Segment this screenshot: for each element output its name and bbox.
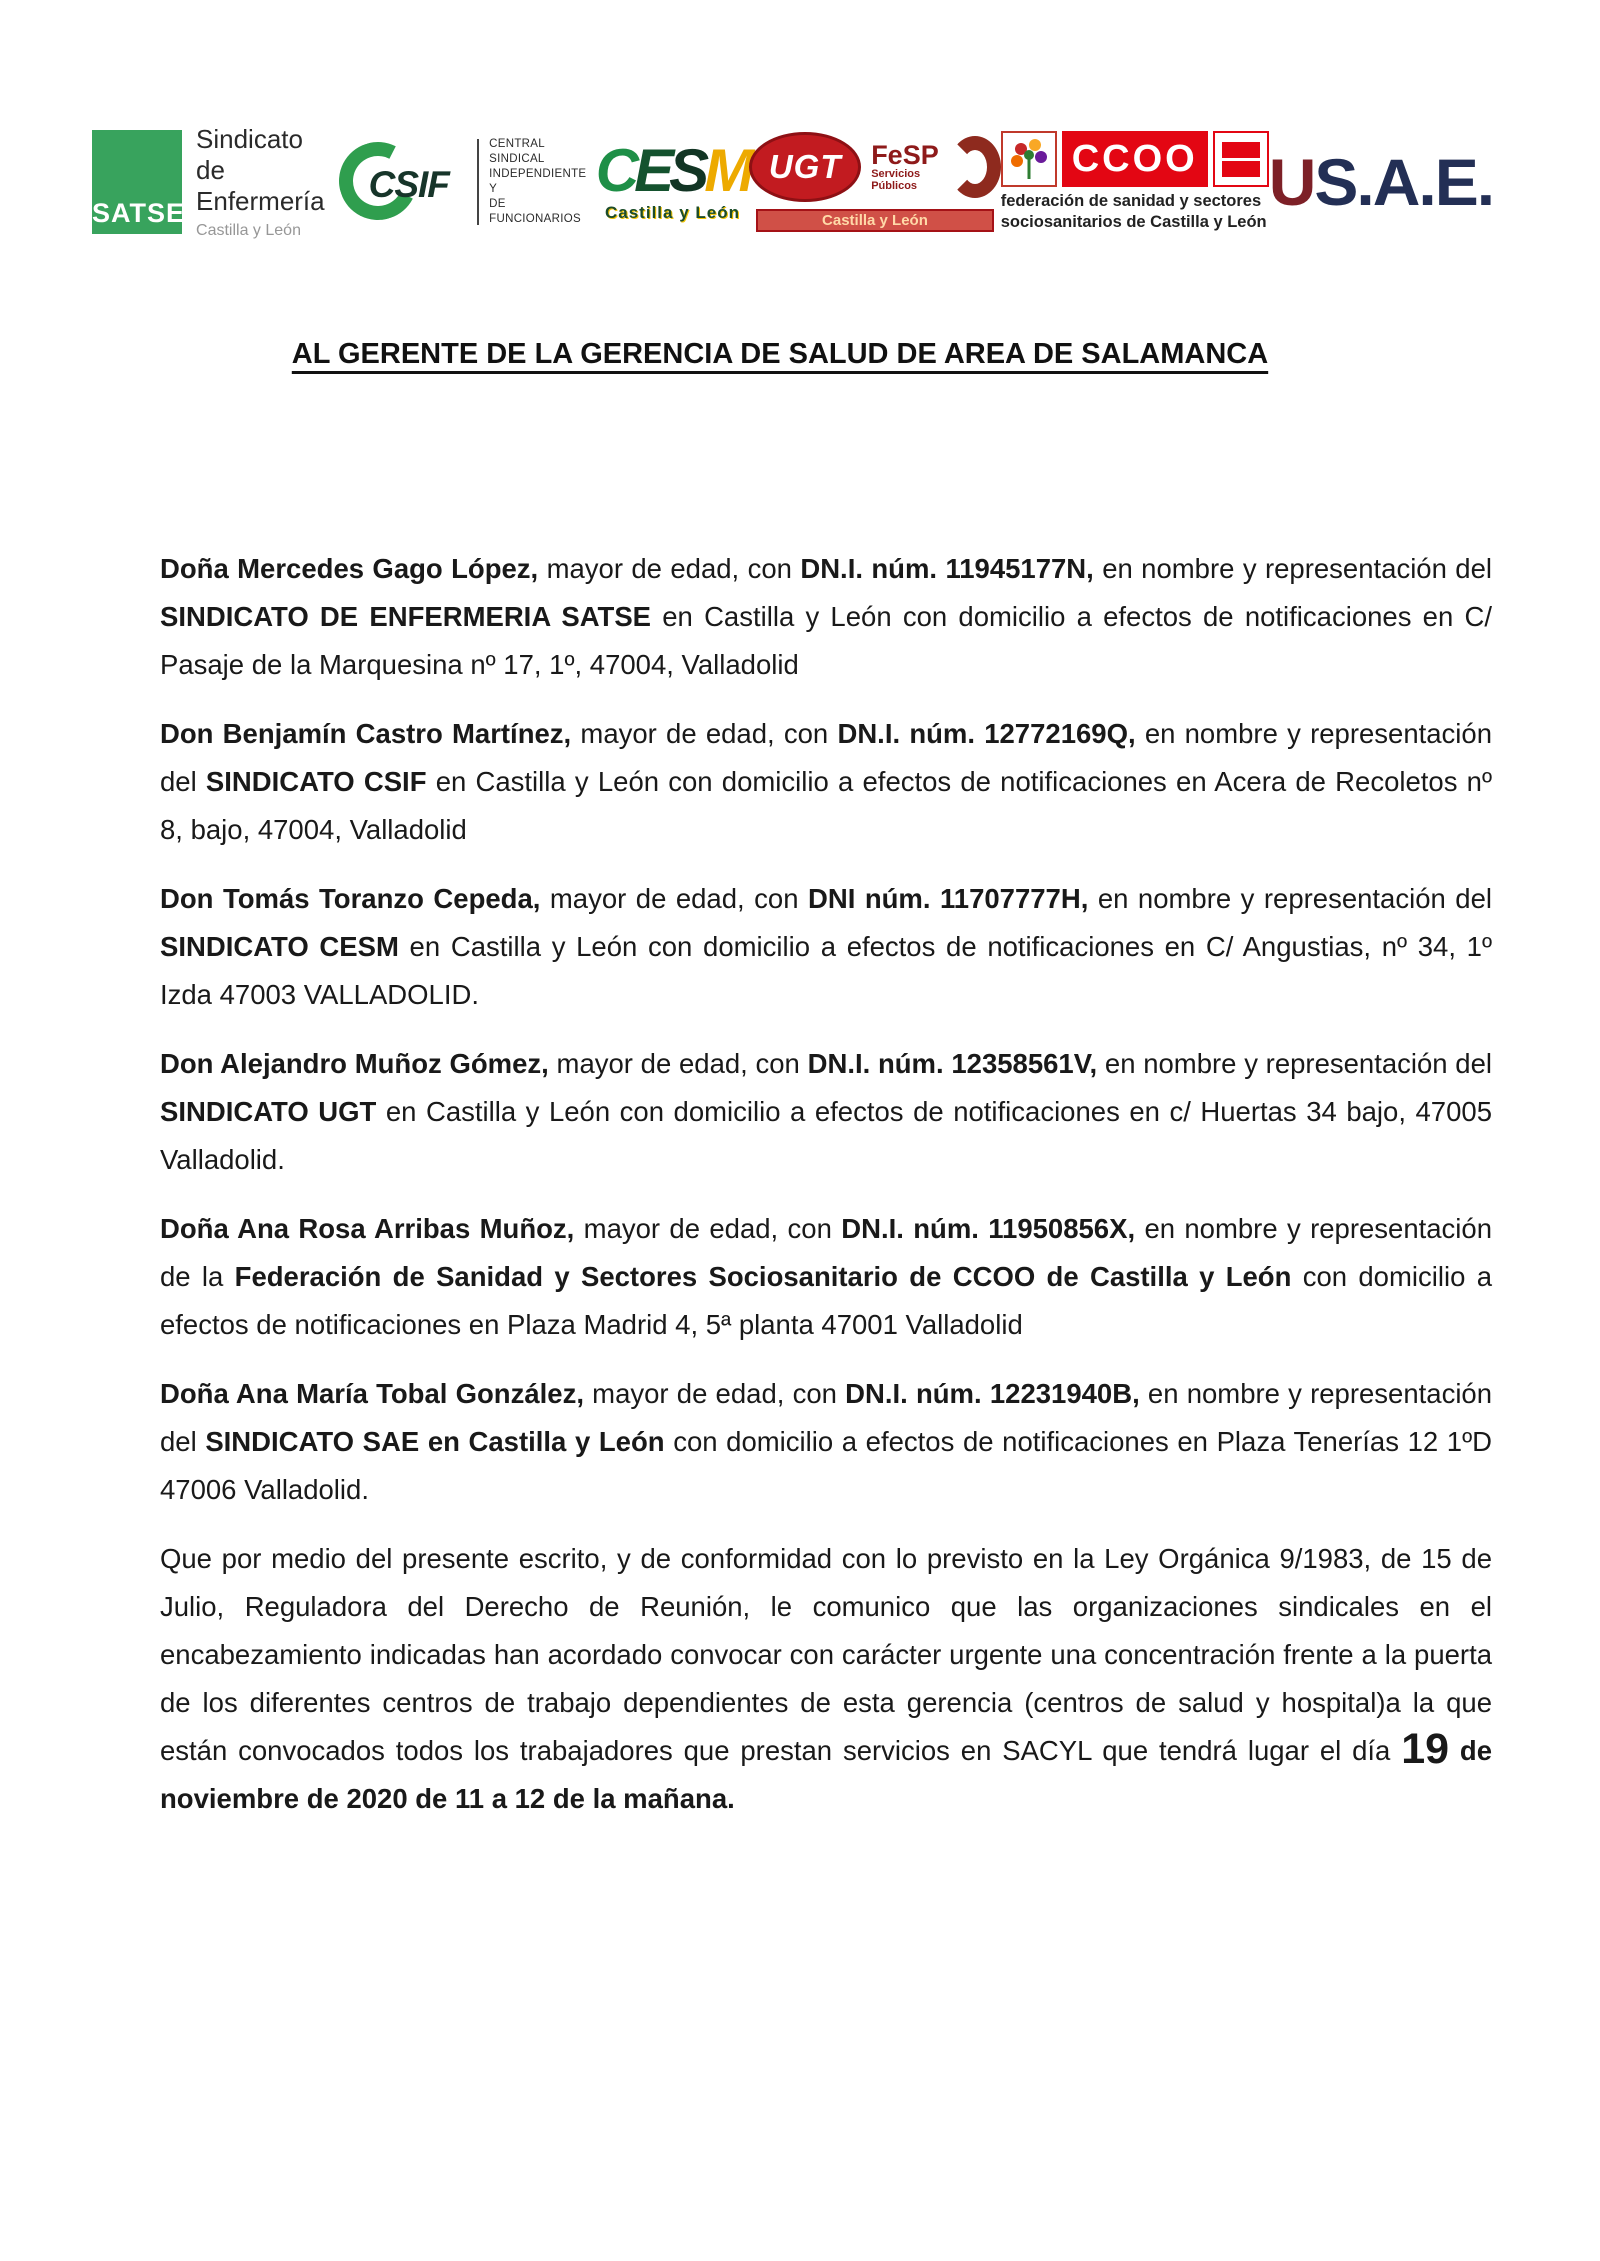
ugt-region-bar: Castilla y León: [756, 209, 994, 232]
satse-text-block: [196, 124, 339, 240]
satse-green-square-icon: [92, 130, 186, 234]
cesm-logo: [595, 136, 750, 223]
usae-logo: [1268, 145, 1494, 219]
satse-acronym: SATSE: [92, 198, 186, 228]
ccoo-acronym: CCOO: [1062, 131, 1208, 187]
ugt-bracket-icon: [949, 136, 1001, 198]
satse-region: Castilla y León: [196, 222, 301, 239]
satse-line2: de Enfermería: [196, 155, 325, 216]
csif-logo: [339, 137, 596, 227]
ccoo-logo: [1001, 131, 1269, 233]
ccoo-flower-emblem-icon: [1001, 131, 1057, 187]
csif-divider: [477, 139, 479, 225]
csif-acronym: CSIF: [368, 164, 449, 205]
paragraph-satse-representative: Doña Mercedes Gago López, mayor de edad, con DN.I. núm. 11945177N, en nombre y representación del SINDICATO DE ENFERMERIA SATSE en Castilla y León con domicilio a efectos de notificaciones en C/ Pasaje de la Marquesina nº 17, 1º, 47004, Valladolid: [160, 553, 1492, 680]
cesm-acronym: CESM: [595, 136, 750, 204]
ugt-fsp-logo: [749, 132, 1001, 232]
satse-line1: Sindicato: [196, 124, 303, 154]
usae-sae: S.A.E.: [1314, 145, 1494, 219]
fesp-text-block: FeSP Servicios Públicos: [871, 140, 939, 192]
ugt-oval-icon: UGT: [749, 132, 861, 202]
ccoo-caption: federación de sanidad y sectores sociosanitarios de Castilla y León: [1000, 192, 1267, 231]
usae-u: U: [1268, 145, 1315, 219]
csif-c-arc-icon: [339, 138, 468, 226]
union-logo-bar: [92, 112, 1494, 252]
paragraph-announcement: Que por medio del presente escrito, y de conformidad con lo previsto en la Ley Orgánica 9/1983, de 15 de Julio, Reguladora del Derecho de Reunión, le comunico que las organizaciones sindicales en el encabezamiento indicadas han acordado convocar con carácter urgente una concentración frente a la puerta de los diferentes centros de trabajo dependientes de esta gerencia (centros de salud y hospital)a la que están convocados todos los trabajadores que prestan servicios en SACYL que tendrá lugar el día 19 de noviembre de 2020 de 11 a 12 de la mañana.: [160, 1543, 1492, 1814]
document-body: [160, 545, 1492, 1844]
paragraph-sae-representative: Doña Ana María Tobal González, mayor de edad, con DN.I. núm. 12231940B, en nombre y representación del SINDICATO SAE en Castilla y León con domicilio a efectos de notificaciones en Plaza Tenerías 12 1ºD 47006 Valladolid.: [160, 1378, 1493, 1505]
paragraph-csif-representative: Don Benjamín Castro Martínez, mayor de edad, con DN.I. núm. 12772169Q, en nombre y representación del SINDICATO CSIF en Castilla y León con domicilio a efectos de notificaciones en Acera de Recoletos nº 8, bajo, 47004, Valladolid: [160, 718, 1493, 845]
fesp-acronym: FeSP: [871, 140, 939, 170]
ccoo-small-blocks-icon: [1213, 131, 1269, 187]
paragraph-ccoo-representative: Doña Ana Rosa Arribas Muñoz, mayor de edad, con DN.I. núm. 11950856X, en nombre y representación de la Federación de Sanidad y Sectores Sociosanitario de CCOO de Castilla y León con domicilio a efectos de notificaciones en Plaza Madrid 4, 5ª planta 47001 Valladolid: [160, 1213, 1493, 1340]
document-title: AL GERENTE DE LA GERENCIA DE SALUD DE AREA DE SALAMANCA: [291, 338, 1269, 370]
csif-description: CENTRAL SINDICAL INDEPENDIENTE Y DE FUNCIONARIOS: [489, 138, 587, 225]
paragraph-cesm-representative: Don Tomás Toranzo Cepeda, mayor de edad, con DNI núm. 11707777H, en nombre y representación del SINDICATO CESM en Castilla y León con domicilio a efectos de notificaciones en C/ Angustias, nº 34, 1º Izda 47003 VALLADOLID.: [160, 883, 1492, 1010]
paragraph-ugt-representative: Don Alejandro Muñoz Gómez, mayor de edad, con DN.I. núm. 12358561V, en nombre y representación del SINDICATO UGT en Castilla y León con domicilio a efectos de notificaciones en c/ Huertas 34 bajo, 47005 Valladolid.: [160, 1048, 1493, 1175]
cesm-region: Castilla y León: [605, 202, 740, 222]
satse-logo: [92, 124, 339, 240]
